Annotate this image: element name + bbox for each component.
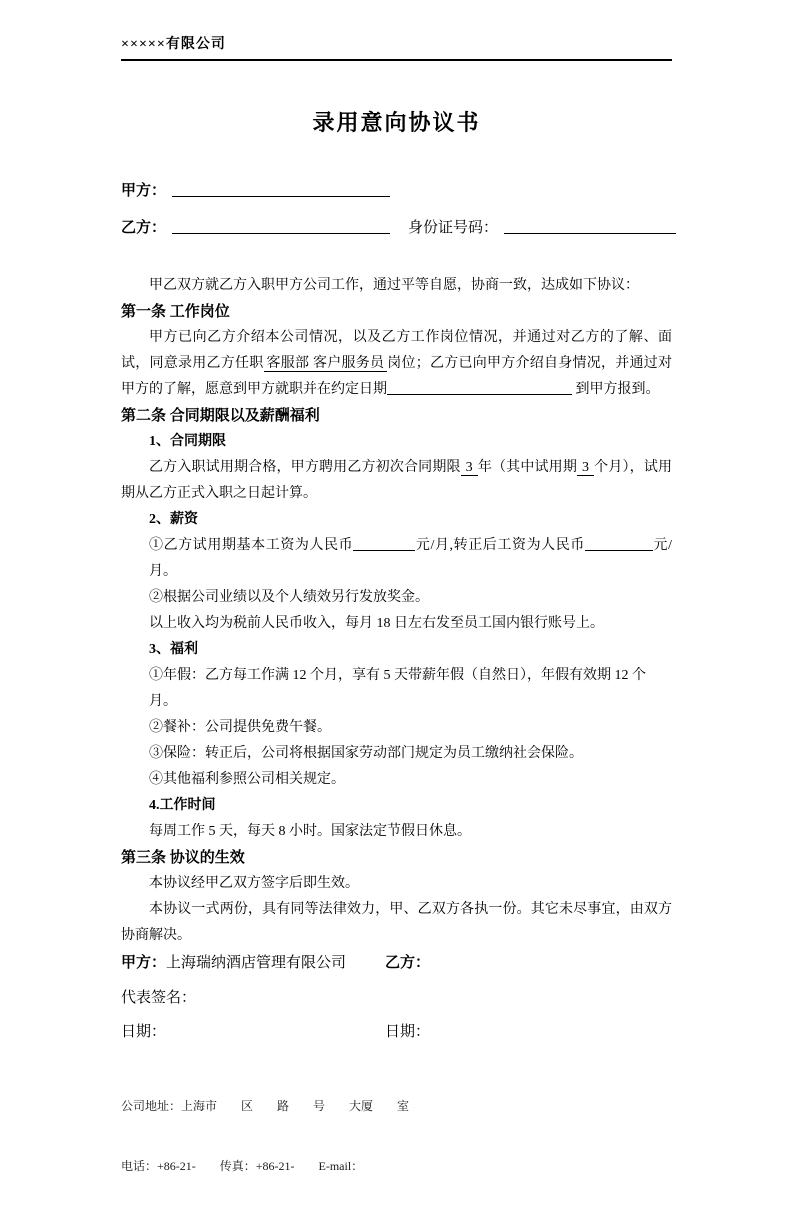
signature-party-row [121,953,672,974]
salary-note: 以上收入均为税前人民币收入，每月 18 日左右发至员工国内银行账号上。 [149,616,604,631]
party-b-label: 乙方： [121,220,167,236]
article-2-heading: 第二条 合同期限以及薪酬福利 [121,408,320,424]
section-salary-heading: 2、薪资 [149,512,198,527]
intro-paragraph: 甲乙双方就乙方入职甲方公司工作，通过平等自愿，协商一致，达成如下协议： [149,278,639,293]
signature-sign-row [121,988,672,1009]
party-b-blank-line [172,218,390,234]
regular-salary-blank-line [585,535,653,551]
page-title: 录用意向协议书 [312,110,481,135]
article-3-heading: 第三条 协议的生效 [121,850,245,866]
signature-date-row [121,1022,672,1043]
report-date-blank-line [387,379,572,395]
footer-address-line: 公司地址：上海市 区 路 号 大厦 室 [121,1099,410,1113]
position-value: 客服部 客户服务员 [264,356,388,372]
section-benefits-heading: 3、福利 [149,642,198,657]
party-a-label: 甲方： [121,183,167,199]
footer-contact-line: 电话：+86-21- 传真：+86-21- E-mail： [121,1159,364,1173]
article-3-paragraph-2: 本协议一式两份，具有同等法律效力，甲、乙双方各执一份。其它未尽事宜，由双方协商解决。 [121,902,672,943]
contract-term-paragraph: 乙方入职试用期合格，甲方聘用乙方初次合同期限 3 年（其中试用期 3 个月），试用期从乙方正式入职之日起计算。 [121,460,673,501]
company-header [121,0,672,61]
probation-months-value: 3 [577,460,594,476]
benefit-item-4: ④其他福利参照公司相关规定。 [149,772,345,787]
company-name: ×××××有限公司 [121,37,226,52]
section-working-hours-heading: 4.工作时间 [149,798,216,813]
article-3-paragraph-1: 本协议经甲乙双方签字后即生效。 [149,876,359,891]
date-a-label: 日期： [121,1024,167,1040]
article-1-heading: 第一条 工作岗位 [121,304,230,320]
page-footer [121,1056,693,1216]
sig-party-a-name: 上海瑞纳酒店管理有限公司 [166,955,347,971]
working-hours-text: 每周工作 5 天，每天 8 小时。国家法定节假日休息。 [149,824,471,839]
id-number-blank-line [504,218,676,234]
date-b-label: 日期： [385,1024,431,1040]
benefit-item-3: ③保险：转正后，公司将根据国家劳动部门规定为员工缴纳社会保险。 [149,746,583,761]
party-a-blank-line [172,181,390,197]
party-a-row [121,181,672,202]
probation-salary-blank-line [353,535,415,551]
party-b-row [121,218,672,239]
representative-sign-label: 代表签名： [121,990,197,1006]
salary-item-2: ②根据公司业绩以及个人绩效另行发放奖金。 [149,590,429,605]
sig-party-b-label: 乙方： [385,955,431,971]
article-1-paragraph: 甲方已向乙方介绍本公司情况，以及乙方工作岗位情况，并通过对乙方的了解、面试，同意录用乙方任职 客服部 客户服务员 岗位；乙方已向甲方介绍自身情况，并通过对甲方的了解，愿意到甲方就职并在约定日期 到甲方报到。 [121,330,672,397]
sig-party-a-label: 甲方： [121,955,167,971]
parties-section [121,181,672,239]
signature-section [121,953,672,1043]
salary-item-1: ①乙方试用期基本工资为人民币 元/月,转正后工资为人民币 元/月。 [121,533,672,585]
section-contract-term-heading: 1、合同期限 [149,434,226,449]
benefit-item-1: ①年假：乙方每工作满 12 个月，享有 5 天带薪年假（自然日），年假有效期 12 个月。 [149,668,646,709]
contract-years-value: 3 [461,460,478,476]
benefit-item-2: ②餐补：公司提供免费午餐。 [149,720,331,735]
id-number-label: 身份证号码： [408,220,499,236]
